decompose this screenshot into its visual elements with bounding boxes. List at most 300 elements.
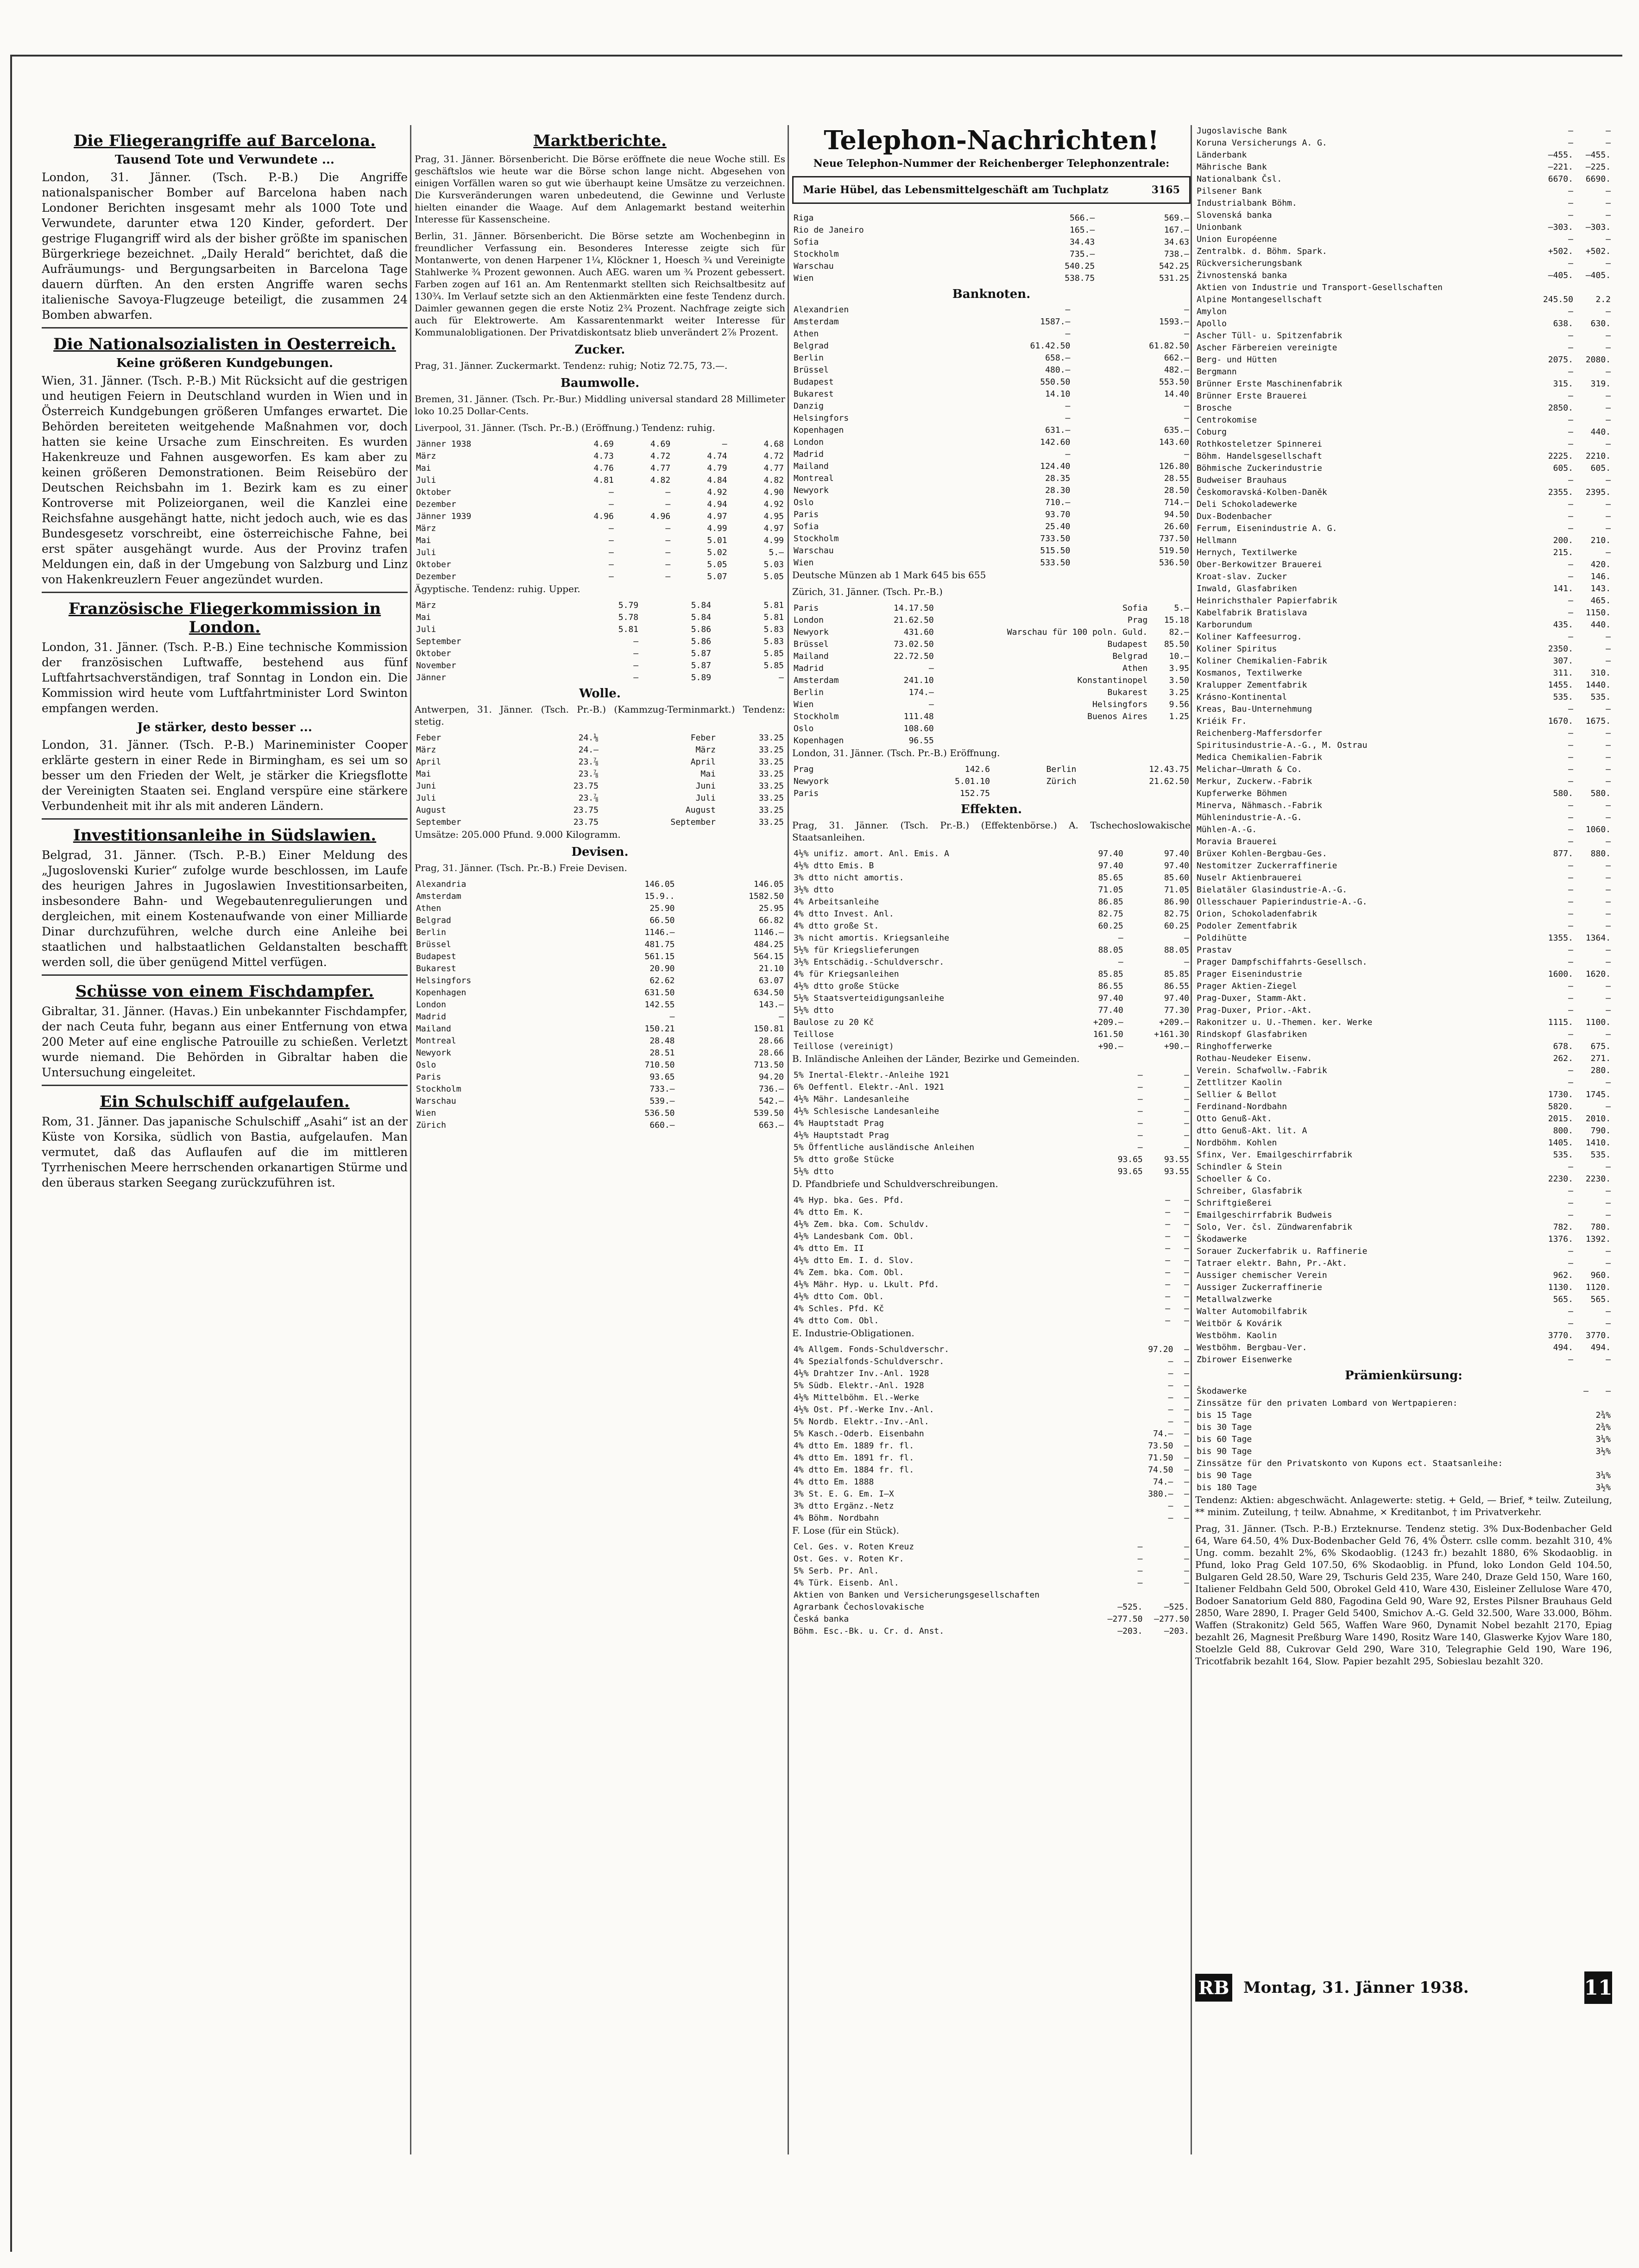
table-row [1195,511,1612,523]
table-cell: 569.— [1164,213,1189,223]
table-cell: — [1568,1246,1573,1256]
table-cell: 4% Zem. bka. Com. Obl. [794,1268,904,1277]
headline: Schüsse von einem Fischdampfer. [75,982,374,1001]
table-row [1195,209,1612,221]
table-cell: +209.— [1159,1017,1189,1027]
table-cell: Zürich [1046,777,1077,786]
table-cell: 5.85 [763,649,784,658]
table-cell: — [1184,1118,1189,1128]
table-cell: 74.50 [1148,1465,1173,1475]
table-cell: 538.75 [1065,273,1095,283]
table-row [1195,438,1612,450]
table-cell [1149,723,1191,735]
table-cell: — [1606,656,1611,666]
table-cell: — [1606,186,1611,196]
table-cell: September [670,817,716,827]
table-cell: — [1606,126,1611,136]
table-cell: 33.25 [758,805,784,815]
table-cell: 85.50 [1164,639,1189,649]
table-cell: Mühlenindustrie-A.-G. [1197,813,1302,822]
table-cell: 481.75 [644,940,675,949]
table-cell: 4.68 [763,439,784,449]
table-cell: 494. [1590,1343,1611,1352]
table-cell: 4% Böhm. Nordbahn [794,1513,879,1523]
table-cell: — [1606,897,1611,907]
table-cell: 2230. [1548,1174,1573,1184]
table-cell: 23.⅞ [578,757,599,767]
table-cell: Teillose (vereinigt) [794,1042,894,1051]
table-cell [1580,1482,1590,1494]
table-cell: Konstantinopel [1077,676,1148,685]
table-heading: London, 31. Jänner. (Tsch. Pr.-B.) Eröffnung. [792,747,1000,758]
table-cell: 565. [1553,1295,1573,1304]
table-cell: — [1184,1280,1189,1289]
table-cell: Madrid [794,449,824,459]
table-cell: Belgrad [416,916,451,925]
table-cell: — [1606,512,1611,521]
table-cell: — [1165,1256,1171,1265]
table-heading: Prag, 31. Jänner. (Tsch. Pr.-B.) (Effektenbörse.) A. Tschechoslowakische Staatsanleihen. [792,820,1191,843]
table-row [415,535,785,547]
section-title: Zucker. [574,343,625,357]
table-cell: 5.84 [691,600,712,610]
table-cell: — [1168,1513,1173,1523]
table-row [792,1368,1191,1380]
table-row [792,1380,1191,1392]
table-cell: 962. [1553,1270,1573,1280]
table-cell: Newyork [416,1048,451,1058]
table-cell: 5% Serb. Pr. Anl. [794,1566,879,1576]
table-row [415,903,785,915]
subheadline: Tausend Tote und Verwundete ... [115,153,334,167]
table-cell: 2080. [1585,355,1611,365]
table-cell: — [1184,413,1189,423]
table-cell: — [1184,1070,1189,1080]
column-markets [415,125,785,2154]
liverpool-table [415,438,785,583]
table-row [792,376,1191,388]
table-row [1195,800,1612,812]
table-row [415,891,785,903]
table-cell: — [1184,1256,1189,1265]
table-cell: 1060. [1585,825,1611,834]
table-row [1195,920,1612,932]
table-cell: 28.66 [758,1036,784,1046]
table-cell: — [1568,234,1573,244]
table-row [792,1154,1191,1166]
table-cell: — [1184,957,1189,967]
table-cell: 77.30 [1164,1005,1189,1015]
table-cell: Jänner 1938 [416,439,472,449]
table-row [1195,667,1612,679]
table-cell: Kroat-slav. Zucker [1197,572,1287,581]
table-cell: Amsterdam [416,891,461,901]
table-cell: — [1606,210,1611,220]
table-cell: Rothau-Neudeker Eisenw. [1197,1054,1312,1063]
table-cell: 3% dtto nicht amortis. [794,873,904,883]
table-cell: 5820. [1548,1102,1573,1112]
table-cell: 5.— [1174,603,1189,613]
table-cell: 3½% [1595,1483,1611,1492]
table-cell: Baulose zu 20 Kč [794,1017,874,1027]
table-cell: Dezember [416,499,456,509]
table-cell: — [1568,524,1573,533]
table-cell: 97.20 [1148,1345,1173,1354]
issue-date: Montag, 31. Jänner 1938. [1243,1978,1469,1997]
table-cell: — [1606,1186,1611,1196]
table-cell: 77.40 [1098,1005,1123,1015]
table-row [1195,956,1612,968]
table-row [792,1291,1191,1303]
table-row [415,499,785,511]
table-row [792,980,1191,992]
table-cell: Jugoslavische Bank [1197,126,1287,136]
table-cell: Helsingfors [416,976,472,986]
table-row [792,328,1191,340]
table-cell: 85.60 [1164,873,1189,883]
table-cell: 4% Hauptstadt Prag [794,1118,884,1128]
table-cell: 1455. [1548,680,1573,690]
table-cell: —221. [1548,162,1573,172]
table-cell: +209.— [1093,1017,1123,1027]
table-cell: — [1137,1542,1143,1552]
table-cell: 2¾% [1595,1410,1611,1420]
table-cell: 146.05 [753,879,784,889]
table-cell: 142.60 [1040,437,1071,447]
table-cell: — [1568,993,1573,1003]
table-cell: 790. [1590,1126,1611,1136]
table-cell: 564.15 [753,952,784,961]
table-cell: Podoler Zementfabrik [1197,921,1297,931]
table-cell: 14.10 [1045,389,1071,399]
table-cell: 97.40 [1098,993,1123,1003]
table-cell: Brünner Erste Brauerei [1197,391,1307,401]
table-cell: 28.48 [649,1036,675,1046]
table-cell [1144,1589,1191,1601]
table-cell: 15.9.. [644,891,675,901]
london-table [792,764,1191,800]
table-cell: 782. [1553,1222,1573,1232]
table-row [792,699,1191,711]
table-cell: — [1606,1319,1611,1328]
table-cell: Českomoravská-Kolben-Daněk [1197,487,1327,497]
table-cell: 535. [1553,1150,1573,1160]
table-cell: 380.— [1148,1489,1173,1499]
table-cell: +502. [1585,246,1611,256]
table-row [1195,824,1612,836]
table-cell: — [1184,449,1189,459]
table-cell: Kopenhagen [416,988,466,998]
table-cell: Prag-Duxer, Prior.-Akt. [1197,1005,1312,1015]
table-cell: 960. [1590,1270,1611,1280]
masthead: Telephon-Nachrichten! [824,125,1159,156]
table-cell: 4.72 [763,451,784,461]
table-cell: März [416,600,436,610]
table-row [415,1119,785,1131]
table-row [1195,1342,1612,1354]
table-row [415,672,785,684]
column-stocks [1195,125,1612,2154]
table-cell: — [1184,329,1189,339]
table-cell: Koliner Kaffeesurrog. [1197,632,1302,642]
table-cell: 1115. [1548,1017,1573,1027]
table-cell: — [1118,933,1123,943]
table-row [1195,306,1612,318]
table-heading: Ägyptische. Tendenz: ruhig. Upper. [415,583,580,594]
table-cell: 4.97 [707,512,727,521]
table-cell: 1.25 [1169,712,1189,721]
table-row [792,848,1191,860]
table-cell: 634.50 [753,988,784,998]
table-cell: März [695,745,716,755]
table-cell: bis 180 Tage [1197,1483,1257,1492]
table-cell: 561.15 [644,952,675,961]
table-cell: Kopenhagen [794,425,844,435]
table-cell: — [1184,1554,1189,1564]
table-row [1195,607,1612,619]
table-cell: — [1606,740,1611,750]
table-cell: —277.50 [1107,1614,1143,1624]
table-cell: 536.50 [1159,558,1189,568]
table-row [415,559,785,571]
table-row [415,547,785,559]
table-cell: Prager Dampfschiffahrts-Gesellsch. [1197,957,1368,967]
table-row [415,951,785,963]
table-cell: Unionbank [1197,222,1242,232]
table-row [1195,1197,1612,1209]
table-cell: Deli Schokoladewerke [1197,499,1297,509]
table-cell: 533.50 [1040,558,1071,568]
table-cell: — [1568,210,1573,220]
table-row [792,788,1191,800]
table-cell: Brüssel [416,940,451,949]
table-cell: 3½% dtto [794,885,834,895]
table-row [1195,715,1612,727]
table-row [1195,426,1612,438]
table-row [1195,1125,1612,1137]
table-cell: Kriéik Fr. [1197,716,1247,726]
table-cell: 4½% Mähr. Landesanleihe [794,1094,909,1104]
table-cell: Newyork [794,486,829,495]
table-row [792,1004,1191,1017]
table-cell: — [1184,1429,1189,1439]
table-cell: Sfinx, Ver. Emailgeschirrfabrik [1197,1150,1352,1160]
table-row [1195,354,1612,366]
table-row [415,1107,785,1119]
table-cell: — [1165,1195,1171,1205]
table-cell: — [1184,1232,1189,1241]
table-cell: — [609,572,614,581]
table-cell: 86.55 [1098,981,1123,991]
table-row [1195,764,1612,776]
table-cell: 2230. [1585,1174,1611,1184]
table-cell: Oktober [416,487,451,497]
table-cell: Aussiger chemischer Verein [1197,1270,1327,1280]
table-cell: — [1568,909,1573,919]
table-row [1195,197,1612,209]
table-row [792,614,1191,626]
table-cell: —225. [1585,162,1611,172]
table-cell: 1675. [1585,716,1611,726]
table-cell: 6% Oeffentl. Elektr.-Anl. 1921 [794,1082,945,1092]
table-cell: 319. [1590,379,1611,389]
table-cell: 3770. [1548,1331,1573,1340]
table-row [415,600,785,612]
table-cell: +90.— [1164,1042,1189,1051]
table-cell: Madrid [416,1012,447,1022]
table-cell: — [1606,1307,1611,1316]
table-cell: 4.84 [707,475,727,485]
table-cell: 440. [1590,620,1611,630]
table-cell: 2850. [1548,403,1573,413]
table-cell: 85.85 [1164,969,1189,979]
table-cell: 480.— [1045,365,1071,375]
table-cell: 5% Kasch.-Oderb. Eisenbahn [794,1429,924,1439]
table-row [1195,1221,1612,1233]
top-rule [10,55,1622,57]
table-cell: — [1568,777,1573,786]
table-cell: Otto Genuß-Akt. [1197,1114,1272,1124]
table-cell: — [1606,632,1611,642]
table-cell: Montreal [794,474,834,483]
table-cell: 33.25 [758,769,784,779]
table-cell: 4½% Zem. bka. Com. Schuldv. [794,1219,929,1229]
table-row [1195,486,1612,499]
table-cell: — [1606,1102,1611,1112]
legend-note: Tendenz: Aktien: abgeschwächt. Anlagewerte: stetig. + Geld, — Brief, * teilw. Zuteilung, ** minim. Zuteilung, † teilw. Abnahme, × Kreditanbot, † im Privatverkehr. [1195,1494,1612,1517]
divider [42,327,408,329]
table-cell: Rothkosteletzer Spinnerei [1197,439,1322,449]
table-cell: Krásno-Kontinental [1197,692,1287,702]
table-cell: Berlin [794,353,824,363]
table-cell: 4½% Mittelböhm. El.-Werke [794,1393,919,1402]
table-row [1195,1421,1612,1434]
table-cell: Aussiger Zuckerraffinerie [1197,1282,1322,1292]
table-cell: Warschau für 100 poln. Guld. [1007,627,1148,637]
table-cell: Ferrum, Eisenindustrie A. G. [1197,524,1337,533]
table-cell: Stockholm [794,534,839,543]
table-cell: 5% dtto große Stücke [794,1155,894,1164]
table-cell: 6670. [1548,174,1573,184]
table-cell: 4.82 [763,475,784,485]
table-cell: 482.— [1164,365,1189,375]
table-cell: 73.50 [1148,1441,1173,1451]
table-cell: 4.99 [763,536,784,545]
market-report: Berlin, 31. Jänner. Börsenbericht. Die Börse setzte am Wochenbeginn in freundlicher Verfassung ein. Besonderes Interesse zeigte sich für Montanwerte, von denen Harpener 1¼, Klöckner 1, Hoesch ¾ und Vereinigte Stahlwerke ¾ Prozent gewonnen. Auch AEG. waren um ¾ Prozent gebessert. Farben zogen auf 161 an. Am Rentenmarkt stellten sich Reichsaltbesitz auf 130¾. Im Verlauf setzte sich an den Aktienmärkten eine feste Tendenz durch. Daimler gewannen gegen die erste Notiz 2¾ Prozent. Nachfrage zeigte sich auch für Elektrowerte. Am Kassarentenmarkt weiter Interesse für Kommunalobligationen. Der Privatdiskontsatz blieb unverändert 2⅞ Prozent. [415,230,785,338]
table-cell: — [1568,728,1573,738]
table-row [792,1565,1191,1577]
table-row [792,1041,1191,1053]
table-cell: 535. [1590,1150,1611,1160]
table-cell: —405. [1548,271,1573,280]
table-row [792,412,1191,424]
table-cell: — [779,673,784,682]
table-cell: 82.75 [1098,909,1123,919]
table-row [792,1017,1191,1029]
table-cell: Slovenská banka [1197,210,1272,220]
table-row [792,521,1191,533]
table-row [792,485,1191,497]
table-cell: — [1184,1106,1189,1116]
table-cell: 9.56 [1169,700,1189,709]
table-cell: — [1065,329,1071,339]
table-cell: — [1606,343,1611,353]
article-body: Gibraltar, 31. Jänner. (Havas.) Ein unbekannter Fischdampfer, der nach Ceuta fuhr, begann aus einer Entfernung von etwa 200 Meter auf eine englische Patrouille zu schießen. Verletzt wurde niemand. Die Behörden in Gibraltar haben die Untersuchung eingeleitet. [42,1004,408,1079]
table-cell: Zentralbk. d. Böhm. Spark. [1197,246,1327,256]
section-title: Wolle. [579,687,621,701]
table-cell: 5% Inertal-Elektr.-Anleihe 1921 [794,1070,949,1080]
table-cell: 5.81 [618,625,639,634]
table-cell: 4% dtto Em. 1884 fr. fl. [794,1465,914,1475]
table-row [792,968,1191,980]
table-cell: 94.20 [758,1072,784,1082]
table-cell: Minerva, Nähmasch.-Fabrik [1197,801,1322,810]
table-cell: Prag [1127,615,1148,625]
table-cell: 5% Nordb. Elektr.-Inv.-Anl. [794,1417,929,1427]
table-cell: 93.55 [1164,1155,1189,1164]
table-cell: Montreal [416,1036,456,1046]
table-row [415,792,785,804]
table-row [1195,173,1612,185]
table-cell: 5.81 [763,613,784,622]
table-cell: 108.60 [903,724,934,733]
table-cell: — [1606,524,1611,533]
table-cell: — [1065,449,1071,459]
table-cell [935,723,1149,735]
table-cell: Verein. Schafwollw.-Fabrik [1197,1066,1327,1075]
table-cell: — [1606,873,1611,883]
table-cell: 580. [1553,789,1573,798]
table-cell: Wien [416,1108,436,1118]
table-row [1195,860,1612,872]
table-cell: Reichenberg-Maffersdorfer [1197,728,1322,738]
table-cell: — [1184,1542,1189,1552]
table-cell [1097,1589,1144,1601]
table-cell: Zbirower Eisenwerke [1197,1355,1292,1365]
table-cell: 310. [1590,668,1611,678]
table-cell: 4% dtto Em. K. [794,1207,864,1217]
rates-table [1195,1385,1612,1494]
table-cell: 3¼% [1595,1434,1611,1444]
table-cell: 4½% dtto Em. I. d. Slov. [794,1256,914,1265]
table-cell: 4.94 [707,499,727,509]
table-cell: 5.83 [763,625,784,634]
table-cell: 5.79 [618,600,639,610]
table-cell: 142.6 [964,764,990,774]
table-cell: +502. [1548,246,1573,256]
table-cell: 5½% dtto [794,1005,834,1015]
table-cell: 23.⅞ [578,769,599,779]
table-cell: Mailand [794,461,829,471]
table-row [1195,691,1612,703]
table-cell: — [1568,813,1573,822]
table-heading: B. Inländische Anleihen der Länder, Bezirke und Gemeinden. [792,1053,1080,1064]
table-row [792,557,1191,569]
table-row [1195,1458,1612,1470]
divider [42,818,408,820]
section-title: Marktberichte. [533,132,667,150]
table-cell: Škodawerke [1197,1386,1247,1396]
table-cell: 630. [1590,319,1611,329]
table-cell: 4.96 [650,512,671,521]
table-heading: Liverpool, 31. Jänner. (Tsch. Pr.-B.) (Eröffnung.) Tendenz: ruhig. [415,422,715,433]
note: Deutsche Münzen ab 1 Mark 645 bis 655 [792,569,986,581]
table-row [1195,727,1612,739]
table-cell: — [1568,307,1573,316]
table-cell: — [1184,1219,1189,1229]
table-row [792,1267,1191,1279]
table-cell: 152.75 [959,789,990,798]
